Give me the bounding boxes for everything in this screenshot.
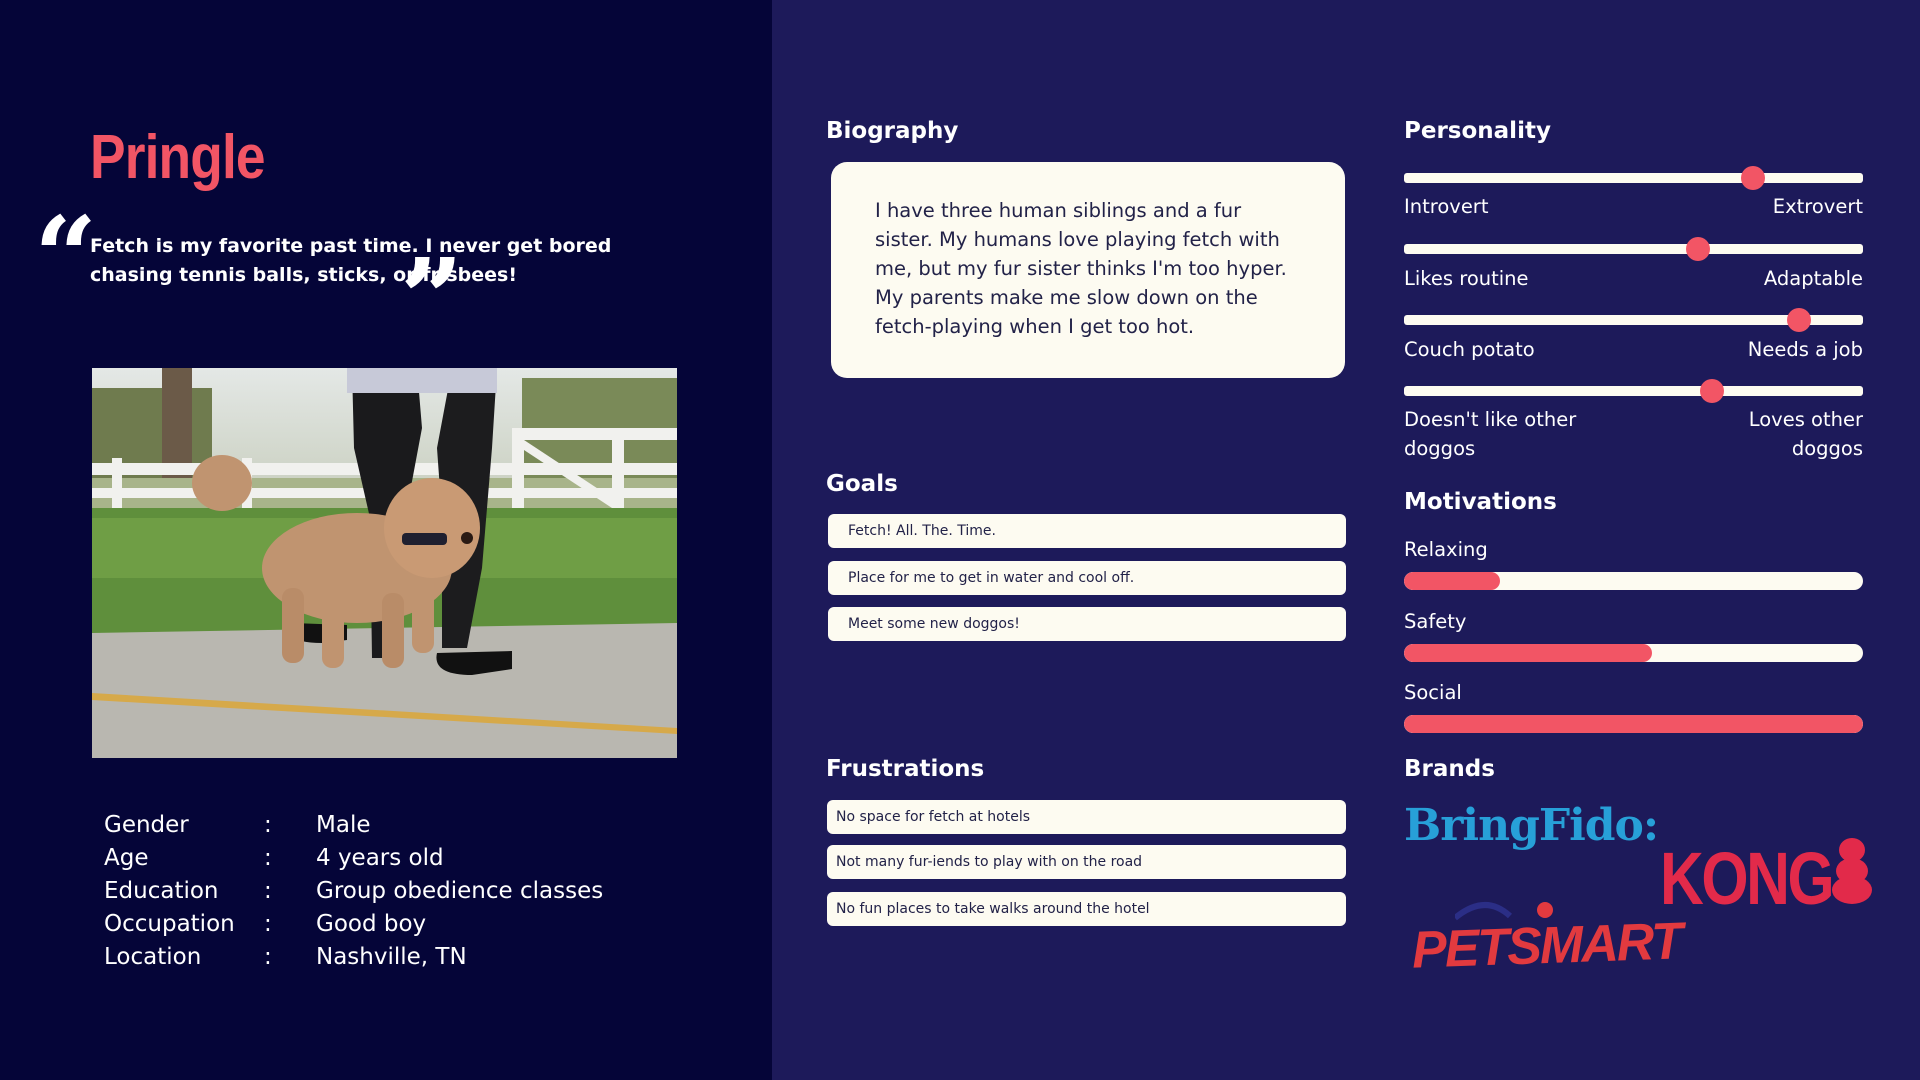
- info-value: 4 years old: [316, 845, 444, 871]
- motivation-label: Safety: [1404, 610, 1467, 633]
- goal-item: Fetch! All. The. Time.: [828, 514, 1346, 548]
- info-value: Nashville, TN: [316, 944, 467, 970]
- biography-title: Biography: [826, 118, 959, 144]
- info-row-education: [104, 875, 664, 908]
- info-value: Male: [316, 812, 371, 838]
- persona-info: [104, 809, 664, 974]
- motivation-fill: [1404, 644, 1652, 662]
- biography-text: I have three human siblings and a fur sister. My humans love playing fetch with me, but my fur sister thinks I'm too hyper. My parents make me slow down on the fetch-playing when I get too hot.: [831, 162, 1345, 378]
- info-row-location: [104, 941, 664, 974]
- slider-knob: [1686, 237, 1710, 261]
- goals-title: Goals: [826, 471, 898, 497]
- motivation-label: Relaxing: [1404, 538, 1488, 561]
- motivation-label: Social: [1404, 681, 1462, 704]
- info-label: Age: [104, 845, 149, 871]
- personality-slider-introvert-extrovert: [1404, 173, 1863, 183]
- open-quote-icon: “: [34, 192, 98, 321]
- info-separator: :: [264, 911, 272, 937]
- motivation-fill: [1404, 572, 1500, 590]
- slider-left-label: Doesn't like other doggos: [1404, 408, 1577, 460]
- personality-slider-routine-adaptable: [1404, 244, 1863, 254]
- bringfido-logo: BringFido:: [1404, 800, 1659, 851]
- close-quote-icon: ”: [400, 234, 464, 363]
- motivation-bar-social: [1404, 715, 1863, 733]
- persona-photo: [92, 368, 677, 758]
- motivations-title: Motivations: [1404, 489, 1557, 515]
- petsmart-logo: PETSMART: [1411, 912, 1682, 980]
- slider-right-label: Loves other doggos: [1748, 408, 1863, 460]
- info-row-age: [104, 842, 664, 875]
- motivation-bar-relaxing: [1404, 572, 1863, 590]
- info-row-gender: [104, 809, 664, 842]
- brands-title: Brands: [1404, 756, 1495, 782]
- personality-title: Personality: [1404, 118, 1551, 144]
- kong-logo: KONG: [1660, 837, 1833, 920]
- goal-item: Meet some new doggos!: [828, 607, 1346, 641]
- info-label: Education: [104, 878, 219, 904]
- info-value: Group obedience classes: [316, 878, 604, 904]
- persona-quote: Fetch is my favorite past time. I never get bored chasing tennis balls, sticks, or frisbees!: [90, 235, 612, 286]
- persona-name: Pringle: [90, 123, 265, 192]
- personality-slider-couch-job: [1404, 315, 1863, 325]
- info-separator: :: [264, 845, 272, 871]
- info-label: Occupation: [104, 911, 235, 937]
- info-separator: :: [264, 878, 272, 904]
- info-separator: :: [264, 944, 272, 970]
- slider-knob: [1787, 308, 1811, 332]
- info-row-occupation: [104, 908, 664, 941]
- kong-toy-icon: [1832, 838, 1872, 904]
- goal-item: Place for me to get in water and cool off.: [828, 561, 1346, 595]
- frustrations-title: Frustrations: [826, 756, 985, 782]
- info-value: Good boy: [316, 911, 427, 937]
- slider-right-label: Extrovert: [1772, 195, 1863, 218]
- slider-left-label: Introvert: [1404, 195, 1489, 218]
- frustration-item: Not many fur-iends to play with on the road: [827, 845, 1346, 879]
- motivation-bar-safety: [1404, 644, 1863, 662]
- slider-left-label: Couch potato: [1404, 338, 1535, 361]
- info-label: Location: [104, 944, 202, 970]
- slider-right-label: Adaptable: [1763, 267, 1863, 290]
- slider-knob: [1700, 379, 1724, 403]
- slider-left-label: Likes routine: [1404, 267, 1529, 290]
- frustration-item: No space for fetch at hotels: [827, 800, 1346, 834]
- frustration-item: No fun places to take walks around the hotel: [827, 892, 1346, 926]
- slider-knob: [1741, 166, 1765, 190]
- slider-right-label: Needs a job: [1747, 338, 1863, 361]
- motivation-fill: [1404, 715, 1863, 733]
- info-separator: :: [264, 812, 272, 838]
- info-label: Gender: [104, 812, 189, 838]
- personality-slider-other-doggos: [1404, 386, 1863, 396]
